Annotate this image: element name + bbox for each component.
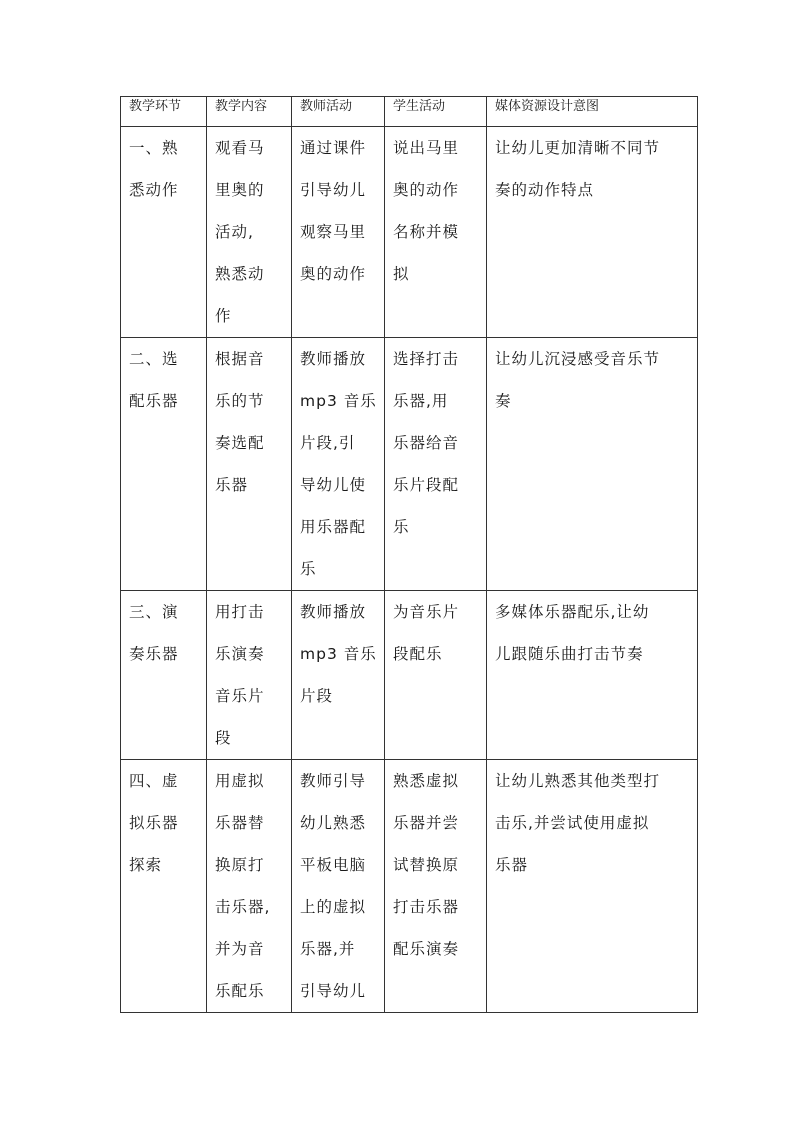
cell-text-line: 乐演奏	[215, 645, 265, 663]
cell-text-line: 熟悉动	[215, 265, 265, 283]
cell-text-line: 乐	[393, 518, 410, 536]
cell-text-line: 观看马	[215, 139, 265, 157]
cell-text-line: 儿跟随乐曲打击节奏	[495, 645, 644, 663]
table-row	[121, 760, 698, 1013]
table-row	[121, 338, 698, 591]
cell-text-line: 说出马里	[393, 139, 460, 157]
cell-text-line: 教师播放	[300, 603, 367, 621]
cell-text-line: 换原打	[215, 856, 265, 874]
cell-text-line: 并为音	[215, 940, 265, 958]
cell-text-line: 击乐器,	[215, 898, 271, 916]
cell-text-line: 用虚拟	[215, 772, 265, 790]
media-intent-cell	[487, 127, 698, 338]
media-intent-cell	[487, 760, 698, 1013]
header-content: 教学内容	[207, 97, 292, 127]
cell-text-line: 配乐器	[129, 392, 179, 410]
media-intent-cell	[487, 338, 698, 591]
cell-text-line: 名称并模	[393, 223, 460, 241]
cell-text-line: 音乐片	[215, 687, 265, 705]
cell-text-line: 让幼儿熟悉其他类型打	[495, 772, 661, 790]
cell-text-line: 为音乐片	[393, 603, 460, 621]
cell-text-line: 二、选	[129, 350, 179, 368]
cell-text-line: 段	[215, 729, 232, 747]
cell-text-line: 乐器	[495, 856, 529, 874]
cell-text-line: 平板电脑	[300, 856, 367, 874]
cell-text-line: 奏的动作特点	[495, 181, 595, 199]
cell-text-line: 选择打击	[393, 350, 460, 368]
cell-text-line: 用打击	[215, 603, 265, 621]
cell-text-line: 乐器替	[215, 814, 265, 832]
media-intent-cell	[487, 591, 698, 760]
stage-cell	[121, 760, 207, 1013]
cell-text-line: 段配乐	[393, 645, 443, 663]
cell-text-line: 试替换原	[393, 856, 460, 874]
cell-text-line: 片段	[300, 687, 334, 705]
cell-text-line: 让幼儿更加清晰不同节	[495, 139, 661, 157]
cell-text-line: 熟悉虚拟	[393, 772, 460, 790]
cell-text-line: 探索	[129, 856, 163, 874]
cell-text-line: 拟	[393, 265, 410, 283]
cell-text-line: 四、虚	[129, 772, 179, 790]
cell-text-line: 活动,	[215, 223, 254, 241]
cell-text-line: 拟乐器	[129, 814, 179, 832]
cell-text-line: 奥的动作	[393, 181, 460, 199]
cell-text-line: 打击乐器	[393, 898, 460, 916]
cell-text-line: 奏	[495, 392, 512, 410]
cell-text-line: 悉动作	[129, 181, 179, 199]
table-body	[121, 127, 698, 1013]
cell-text-line: 奏乐器	[129, 645, 179, 663]
cell-text-line: 乐	[300, 560, 317, 578]
student-activity-cell	[385, 760, 487, 1013]
cell-text-line: 乐器并尝	[393, 814, 460, 832]
stage-cell	[121, 338, 207, 591]
cell-text-line: 观察马里	[300, 223, 367, 241]
table-header-row	[121, 97, 698, 127]
table-row	[121, 127, 698, 338]
cell-text-line: 奏选配	[215, 434, 265, 452]
stage-cell	[121, 127, 207, 338]
cell-text-line: 击乐,并尝试使用虚拟	[495, 814, 650, 832]
cell-text-line: 用乐器配	[300, 518, 367, 536]
header-student-activity: 学生活动	[385, 97, 487, 127]
cell-text-line: 乐器给音	[393, 434, 460, 452]
teacher-activity-cell	[292, 338, 385, 591]
content-cell	[207, 338, 292, 591]
cell-text-line: 教师播放	[300, 350, 367, 368]
header-stage: 教学环节	[121, 97, 207, 127]
cell-text-line: 导幼儿使	[300, 476, 367, 494]
cell-text-line: 三、演	[129, 603, 179, 621]
student-activity-cell	[385, 127, 487, 338]
cell-text-line: 乐器,并	[300, 940, 356, 958]
header-teacher-activity: 教师活动	[292, 97, 385, 127]
teacher-activity-cell	[292, 591, 385, 760]
cell-text-line: 里奥的	[215, 181, 265, 199]
cell-text-line: 一、熟	[129, 139, 179, 157]
cell-text-line: 让幼儿沉浸感受音乐节	[495, 350, 661, 368]
cell-text-line: 乐配乐	[215, 982, 265, 1000]
cell-text-line: 根据音	[215, 350, 265, 368]
cell-text-line: mp3 音乐	[300, 645, 377, 663]
cell-text-line: mp3 音乐	[300, 392, 377, 410]
cell-text-line: 片段,引	[300, 434, 356, 452]
lesson-plan-table	[120, 96, 698, 1013]
stage-cell	[121, 591, 207, 760]
content-cell	[207, 127, 292, 338]
cell-text-line: 乐器	[215, 476, 249, 494]
cell-text-line: 引导幼儿	[300, 982, 367, 1000]
content-cell	[207, 760, 292, 1013]
student-activity-cell	[385, 338, 487, 591]
student-activity-cell	[385, 591, 487, 760]
cell-text-line: 奥的动作	[300, 265, 367, 283]
header-media-intent: 媒体资源设计意图	[487, 97, 698, 127]
cell-text-line: 上的虚拟	[300, 898, 367, 916]
teacher-activity-cell	[292, 127, 385, 338]
cell-text-line: 引导幼儿	[300, 181, 367, 199]
cell-text-line: 教师引导	[300, 772, 367, 790]
cell-text-line: 乐片段配	[393, 476, 460, 494]
cell-text-line: 乐器,用	[393, 392, 449, 410]
cell-text-line: 配乐演奏	[393, 940, 460, 958]
content-cell	[207, 591, 292, 760]
cell-text-line: 通过课件	[300, 139, 367, 157]
cell-text-line: 多媒体乐器配乐,让幼	[495, 603, 650, 621]
teacher-activity-cell	[292, 760, 385, 1013]
cell-text-line: 作	[215, 307, 232, 325]
cell-text-line: 乐的节	[215, 392, 265, 410]
table-row	[121, 591, 698, 760]
cell-text-line: 幼儿熟悉	[300, 814, 367, 832]
